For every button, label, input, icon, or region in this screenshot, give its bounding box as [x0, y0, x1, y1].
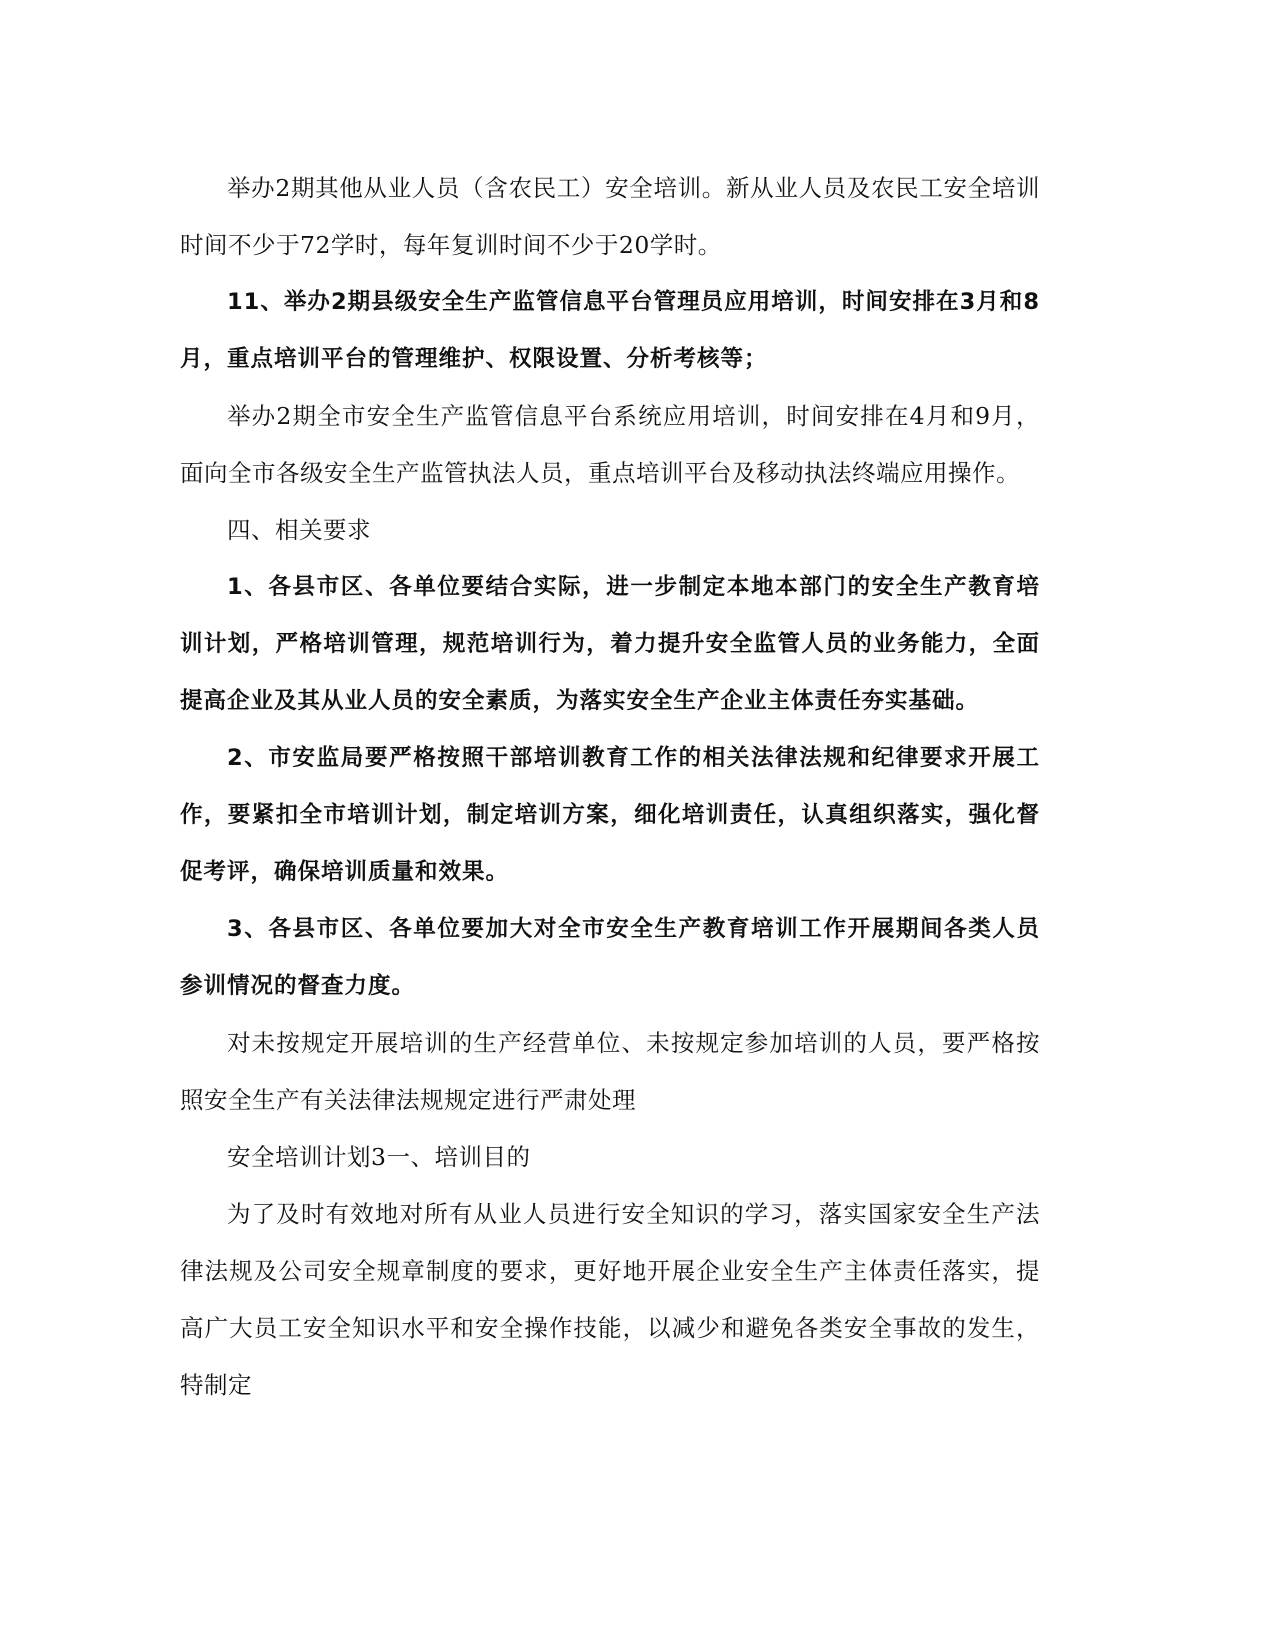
section-heading: 四、相关要求 [227, 516, 371, 544]
paragraph-bold: 1、各县市区、各单位要结合实际，进一步制定本地本部门的安全生产教育培训计划，严格培训管理，规范培训行为，着力提升安全监管人员的业务能力，全面提高企业及其从业人员的安全素质，为落实安全生产企业主体责任夯实基础。 [180, 574, 1040, 714]
document-body [180, 160, 1040, 1414]
section-heading: 安全培训计划3一、培训目的 [227, 1143, 531, 1171]
paragraph: 举办2期全市安全生产监管信息平台系统应用培训，时间安排在4月和9月，面向全市各级安全生产监管执法人员，重点培训平台及移动执法终端应用操作。 [180, 402, 1040, 487]
paragraph-bold: 3、各县市区、各单位要加大对全市安全生产教育培训工作开展期间各类人员参训情况的督查力度。 [180, 916, 1040, 999]
paragraph: 为了及时有效地对所有从业人员进行安全知识的学习，落实国家安全生产法律法规及公司安全规章制度的要求，更好地开展企业安全生产主体责任落实，提高广大员工安全知识水平和安全操作技能，以减少和避免各类安全事故的发生，特制定 [180, 1200, 1040, 1399]
paragraph-bold: 2、市安监局要严格按照干部培训教育工作的相关法律法规和纪律要求开展工作，要紧扣全市培训计划，制定培训方案，细化培训责任，认真组织落实，强化督促考评，确保培训质量和效果。 [180, 745, 1040, 885]
paragraph: 举办2期其他从业人员（含农民工）安全培训。新从业人员及农民工安全培训时间不少于72学时，每年复训时间不少于20学时。 [180, 174, 1040, 259]
paragraph-bold: 11、举办2期县级安全生产监管信息平台管理员应用培训，时间安排在3月和8月，重点培训平台的管理维护、权限设置、分析考核等； [180, 289, 1040, 372]
paragraph: 对未按规定开展培训的生产经营单位、未按规定参加培训的人员，要严格按照安全生产有关法律法规规定进行严肃处理 [180, 1029, 1040, 1114]
